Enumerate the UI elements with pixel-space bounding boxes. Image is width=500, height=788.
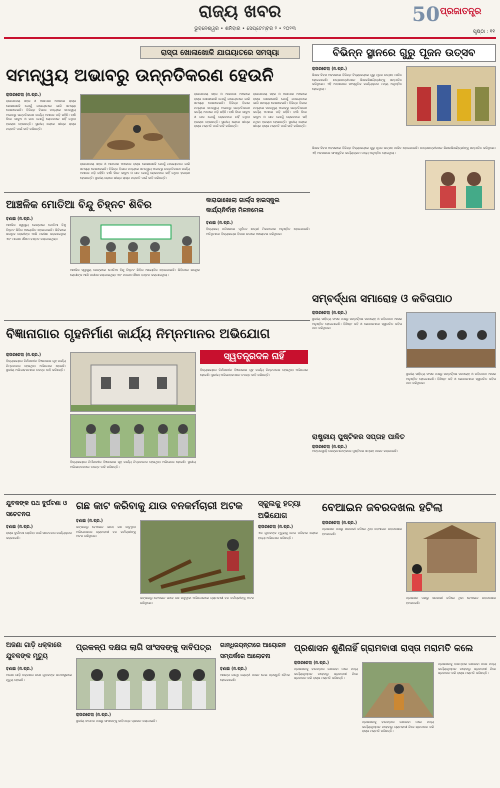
story5-headline: ସମ୍ବର୍ଦ୍ଧନା ସମାରୋହ ଓ କବିତାପାଠ bbox=[312, 293, 453, 305]
story12-body: ଅଜଣା ଗାଡ଼ି ଧକ୍କାରେ ଜଣେ ଯୁବକଙ୍କ ଘଟଣାସ୍ଥଳରେ ମୃତ୍ୟୁ ହୋଇଛି। bbox=[6, 673, 72, 682]
story6-byline: ରାଉରକେଲା (ନ.ପ୍ର.) bbox=[6, 352, 41, 357]
story2-photo2 bbox=[425, 160, 495, 210]
story1-body-col4: ରାଉରକେଲା ସହର ଓ ଆଖପାଖ ଅଞ୍ଚଳରେ ରାସ୍ତା ଖୋଳାଖୋଳି ଯୋଗୁଁ ଯାତାୟାତରେ ଭାରି ସମସ୍ୟା ଦେଖାଦେଇଛି। ବିଭିନ୍ନ ବିଭାଗ ମଧ୍ୟରେ ସମନ୍ୱୟ ଅଭାବରୁ ଉନ୍ନତିକରଣ କାର୍ଯ୍ୟ ଅଧାରେ ପଡ଼ି ରହିଛି। ବର୍ଷା ଦିନେ କାଦୁଅ ଓ ଗାତ ଯୋଗୁଁ ଲୋକମାନେ ନାହିଁ ନଥିବା ହଇରାଣ ହେଉଛନ୍ତି। ସ୍ଥାନୀୟ ଲୋକେ ଶୀଘ୍ର ରାସ୍ତା ମରାମତି ପାଇଁ ଦାବି କରିଛନ୍ତି। bbox=[253, 92, 307, 129]
story10-headline: ସ୍କୁଲକୁ ହତ୍ୟା ଅଭିଯୋଗ bbox=[258, 499, 301, 520]
story15-photo bbox=[362, 662, 434, 718]
story4-body: ବିଦ୍ୟାଳୟ ପରିସରରେ ପୂର୍ବତନ ଛାତ୍ରୀ ମିଳନମେଳା ଅନୁଷ୍ଠିତ ହୋଇଯାଇଛି। ଅତିଥିମାନେ ବିଦ୍ୟାଳୟର ବିକାଶ ଉପରେ ଆଲୋଚନା କରିଥିଲେ। bbox=[206, 227, 310, 236]
story6-body-b: ବିଦ୍ୟାଳୟରେ ନିର୍ମାଣାଧୀନ ବିଜ୍ଞାନାଗାର ଗୃହ କାର୍ଯ୍ୟ ନିମ୍ନମାନର ହେଉଥିବା ଅଭିଯୋଗ ହୋଇଛି। ସ୍ଥାନୀୟ ଅଭିଭାବକମାନେ ତଦନ୍ତ ଦାବି କରିଛନ୍ତି। bbox=[70, 460, 196, 469]
story5-photo bbox=[406, 312, 496, 368]
story8-body: ରାସ୍ତା ଦୁର୍ଘଟଣା ରୋକିବା ପାଇଁ ସଚେତନତା କାର୍ଯ୍ୟକ୍ରମ କରାଯାଇଛି। bbox=[6, 531, 72, 540]
story1-kicker: ରାସ୍ତା ଖୋଳାଖୋଳି ଯାତାୟାତରେ ସମସ୍ୟା bbox=[160, 48, 280, 57]
story6-photo1 bbox=[70, 352, 196, 412]
story2-head-box bbox=[312, 44, 496, 62]
story3-headline: ଆଞ୍ଚଳିକ ମୋତିଆ ବିନ୍ଦୁ ଚିହ୍ନଟ ଶିବିର bbox=[6, 199, 152, 211]
story11-body-b: ପ୍ରଶାସନ ପକ୍ଷରୁ ସରକାରୀ ଜମିରେ ଥିବା ବେଆଇନ ଜବରଦଖଲ ହଟାଯାଇଛି। bbox=[406, 596, 496, 605]
story15-body-b: ପ୍ରଶାସନକୁ ବାରମ୍ବାର ଜଣାଇବା ପରେ ମଧ୍ୟ କାର୍ଯ୍ୟାନୁଷ୍ଠାନ ନହେବାରୁ ଗ୍ରାମବାସୀ ନିଜେ ଶ୍ରମଦାନ କରି ରାସ୍ତା ମରାମତି କରିଛନ୍ତି। bbox=[362, 720, 434, 734]
story5-body-b: ସ୍ଥାନୀୟ ସାହିତ୍ୟ ସଂସଦ ପକ୍ଷରୁ ସମ୍ବର୍ଦ୍ଧନା ସମାରୋହ ଓ କବିତାପାଠ ଆସର ଅନୁଷ୍ଠିତ ହୋଇଯାଇଛି। ବିଶିଷ୍ଟ କବି ଓ ଲେଖକମାନେ ସ୍ୱରଚିତ କବିତା ପାଠ କରିଥିଲେ। bbox=[406, 372, 496, 386]
story15-body-c: ପ୍ରଶାସନକୁ ବାରମ୍ବାର ଜଣାଇବା ପରେ ମଧ୍ୟ କାର୍ଯ୍ୟାନୁଷ୍ଠାନ ନହେବାରୁ ଗ୍ରାମବାସୀ ନିଜେ ଶ୍ରମଦାନ କରି ରାସ୍ତା ମରାମତି କରିଛନ୍ତି। bbox=[438, 662, 496, 676]
logo-text: ପ୍ରଜାତନ୍ତ୍ର bbox=[440, 7, 482, 17]
story8-headline: ଯୁବକଙ୍କ ପଥ ଦୁର୍ଘଟଣା ଓ ସଚେତନତା bbox=[6, 500, 67, 518]
story1-body-col3: ରାଉରକେଲା ସହର ଓ ଆଖପାଖ ଅଞ୍ଚଳରେ ରାସ୍ତା ଖୋଳାଖୋଳି ଯୋଗୁଁ ଯାତାୟାତରେ ଭାରି ସମସ୍ୟା ଦେଖାଦେଇଛି। ବିଭିନ୍ନ ବିଭାଗ ମଧ୍ୟରେ ସମନ୍ୱୟ ଅଭାବରୁ ଉନ୍ନତିକରଣ କାର୍ଯ୍ୟ ଅଧାରେ ପଡ଼ି ରହିଛି। ବର୍ଷା ଦିନେ କାଦୁଅ ଓ ଗାତ ଯୋଗୁଁ ଲୋକମାନେ ନାହିଁ ନଥିବା ହଇରାଣ ହେଉଛନ୍ତି। ସ୍ଥାନୀୟ ଲୋକେ ଶୀଘ୍ର ରାସ୍ତା ମରାମତି ପାଇଁ ଦାବି କରିଛନ୍ତି। bbox=[194, 92, 250, 129]
story13-headline: ପ୍ରକଳ୍ପ ଦକ୍ଷତା ଲାଗି ସାଂସଦଙ୍କୁ ଦାବିପତ୍ର bbox=[76, 643, 212, 652]
story15-body: ପ୍ରଶାସନକୁ ବାରମ୍ବାର ଜଣାଇବା ପରେ ମଧ୍ୟ କାର୍ଯ୍ୟାନୁଷ୍ଠାନ ନହେବାରୁ ଗ୍ରାମବାସୀ ନିଜେ ଶ୍ରମଦାନ କରି ରାସ୍ତା ମରାମତି କରିଛନ୍ତି। bbox=[294, 667, 358, 681]
story10-body: ଏକ ଯୁବକଙ୍କ ମୃତ୍ୟୁକୁ ନେଇ ପରିବାର ଲୋକେ ହତ୍ୟା ଅଭିଯୋଗ କରିଛନ୍ତି। bbox=[258, 531, 318, 540]
story13-body: ସ୍ଥାନୀୟ ସଂଗଠନ ପକ୍ଷରୁ ସାଂସଦଙ୍କୁ ଦାବିପତ୍ର ପ୍ରଦାନ କରାଯାଇଛି। bbox=[76, 719, 157, 723]
story7-headline: ରାଷ୍ଟ୍ରୀୟ ପୁଷ୍ଟିକର ସପ୍ତାହ ପାଳିତ bbox=[312, 433, 405, 441]
kicker-bar bbox=[140, 46, 300, 59]
story2-body: ଶିକ୍ଷକ ଦିବସ ଅବସରରେ ବିଭିନ୍ନ ବିଦ୍ୟାଳୟରେ ଗୁରୁ ପୂଜନ ଉତ୍ସବ ପାଳିତ ହୋଇଯାଇଛି। ଛାତ୍ରଛାତ୍ରୀମାନେ ଶିକ୍ଷକଶିକ୍ଷୟିତ୍ରୀଙ୍କୁ ସମ୍ମାନିତ କରିଥିଲେ। ଏହି ଅବସରରେ ସାଂସ୍କୃତିକ କାର୍ଯ୍ୟକ୍ରମ ମଧ୍ୟ ଅନୁଷ୍ଠିତ ହୋଇଥିଲା। bbox=[312, 73, 402, 91]
story10-byline: ରାଉରକେଲା (ନ.ପ୍ର.) bbox=[258, 524, 293, 529]
story9-body: ଜଙ୍ଗଲରୁ ବେଆଇନ ଭାବେ ଗଛ କାଟୁଥିବା ଅଭିଯୋଗରେ ଗ୍ରାମବାସୀ ବନ କର୍ମଚାରୀଙ୍କୁ ଅଟକ ରଖିଥିଲେ। bbox=[76, 525, 136, 539]
story14-body: ଆସନ୍ତା ଗାନ୍ଧି ଜୟନ୍ତୀ ପାଳନ ନେଇ ପ୍ରସ୍ତୁତି ବୈଠକ ହୋଇଯାଇଛି। bbox=[220, 673, 290, 682]
story14-byline: ବଣାଇ (ନ.ପ୍ର.) bbox=[220, 666, 247, 671]
logo-number: 50 bbox=[412, 2, 440, 26]
story7-box bbox=[312, 432, 496, 492]
story1-photo bbox=[80, 94, 190, 160]
story2-body-b: ଶିକ୍ଷକ ଦିବସ ଅବସରରେ ବିଭିନ୍ନ ବିଦ୍ୟାଳୟରେ ଗୁରୁ ପୂଜନ ଉତ୍ସବ ପାଳିତ ହୋଇଯାଇଛି। ଛାତ୍ରଛାତ୍ରୀମାନେ ଶିକ୍ଷକଶିକ୍ଷୟିତ୍ରୀଙ୍କୁ ସମ୍ମାନିତ କରିଥିଲେ। ଏହି ଅବସରରେ ସାଂସ୍କୃତିକ କାର୍ଯ୍ୟକ୍ରମ ମଧ୍ୟ ଅନୁଷ୍ଠିତ ହୋଇଥିଲା। bbox=[312, 146, 496, 155]
story2-headline: ବିଭିନ୍ନ ସ୍ଥାନରେ ଗୁରୁ ପୂଜନ ଉତ୍ସବ bbox=[332, 47, 476, 59]
story9-body-b: ଜଙ୍ଗଲରୁ ବେଆଇନ ଭାବେ ଗଛ କାଟୁଥିବା ଅଭିଯୋଗରେ ଗ୍ରାମବାସୀ ବନ କର୍ମଚାରୀଙ୍କୁ ଅଟକ ରଖିଥିଲେ। bbox=[140, 596, 254, 605]
divider-1 bbox=[4, 192, 310, 193]
story1-byline: ରାଉରକେଲା (ନ.ପ୍ର.) bbox=[6, 92, 41, 97]
logo bbox=[412, 2, 498, 26]
story5-body: ସ୍ଥାନୀୟ ସାହିତ୍ୟ ସଂସଦ ପକ୍ଷରୁ ସମ୍ବର୍ଦ୍ଧନା ସମାରୋହ ଓ କବିତାପାଠ ଆସର ଅନୁଷ୍ଠିତ ହୋଇଯାଇଛି। ବିଶିଷ୍ଟ କବି ଓ ଲେଖକମାନେ ସ୍ୱରଚିତ କବିତା ପାଠ କରିଥିଲେ। bbox=[312, 317, 402, 331]
story11-headline: ବେଆଇନ ଜବରଦଖଲ ହଟିଲା bbox=[322, 501, 443, 514]
story5-byline: ରାଉରକେଲା (ନ.ପ୍ର.) bbox=[312, 310, 347, 315]
story4-headline: କାରାଭାଖୋଲା ଗାର୍ଲ୍‌ସ ହାଇସ୍କୁଲ କାର୍ଯ୍ୟନିର୍ବାହୀ ମିଳନମେଳା bbox=[206, 197, 280, 214]
road-photo bbox=[81, 95, 190, 160]
page-label: ପୃଷ୍ଠା : ୧୧ bbox=[473, 29, 495, 35]
story6-headline: ବିଜ୍ଞାନାଗାର ଗୃହନିର୍ମାଣ କାର୍ଯ୍ୟ ନିମ୍ନମାନର ଅଭିଯୋଗ bbox=[6, 327, 270, 342]
story7-byline: ରାଉରକେଲା (ନ.ପ୍ର.) bbox=[312, 444, 347, 449]
story6-photo2 bbox=[70, 414, 196, 458]
story9-headline: ଗଛ କାଟ କରିବାକୁ ଯାଉ ବନକର୍ମଚାରୀ ଅଟକ bbox=[76, 501, 243, 512]
story3-body-b: ଆଞ୍ଚଳିକ ସ୍ୱାସ୍ଥ୍ୟ କେନ୍ଦ୍ରରେ ମୋତିଆ ବିନ୍ଦୁ ଚିହ୍ନଟ ଶିବିର ଆୟୋଜିତ ହୋଇଯାଇଛି। ଶିବିରରେ ଶତାଧିକ ରୋଗୀଙ୍କ ଆଖି ପରୀକ୍ଷା କରାଯାଇଥିଲା ଏବଂ ମାଗଣା ଔଷଧ ବଣ୍ଟନ କରାଯାଇଥିଲା। bbox=[70, 268, 200, 277]
story15-headline: ପ୍ରଶାସନ ଶୁଣିନାହିଁ ଗ୍ରାମବାସୀ ରାସ୍ତା ମରାମତି କଲେ bbox=[294, 644, 474, 654]
section-title: ରାଜ୍ୟ ଖବର bbox=[198, 2, 282, 22]
masthead-rule bbox=[4, 37, 496, 39]
story3-body: ଆଞ୍ଚଳିକ ସ୍ୱାସ୍ଥ୍ୟ କେନ୍ଦ୍ରରେ ମୋତିଆ ବିନ୍ଦୁ ଚିହ୍ନଟ ଶିବିର ଆୟୋଜିତ ହୋଇଯାଇଛି। ଶିବିରରେ ଶତାଧିକ ରୋଗୀଙ୍କ ଆଖି ପରୀକ୍ଷା କରାଯାଇଥିଲା ଏବଂ ମାଗଣା ଔଷଧ ବଣ୍ଟନ କରାଯାଇଥିଲା। bbox=[6, 223, 66, 241]
story12-byline: ବଣାଇ (ନ.ପ୍ର.) bbox=[6, 666, 33, 671]
masthead bbox=[0, 0, 500, 40]
story1-body-col2: ରାଉରକେଲା ସହର ଓ ଆଖପାଖ ଅଞ୍ଚଳରେ ରାସ୍ତା ଖୋଳାଖୋଳି ଯୋଗୁଁ ଯାତାୟାତରେ ଭାରି ସମସ୍ୟା ଦେଖାଦେଇଛି। ବିଭିନ୍ନ ବିଭାଗ ମଧ୍ୟରେ ସମନ୍ୱୟ ଅଭାବରୁ ଉନ୍ନତିକରଣ କାର୍ଯ୍ୟ ଅଧାରେ ପଡ଼ି ରହିଛି। ବର୍ଷା ଦିନେ କାଦୁଅ ଓ ଗାତ ଯୋଗୁଁ ଲୋକମାନେ ନାହିଁ ନଥିବା ହଇରାଣ ହେଉଛନ୍ତି। ସ୍ଥାନୀୟ ଲୋକେ ଶୀଘ୍ର ରାସ୍ତା ମରାମତି ପାଇଁ ଦାବି କରିଛନ୍ତି। bbox=[80, 162, 190, 180]
story11-body: ପ୍ରଶାସନ ପକ୍ଷରୁ ସରକାରୀ ଜମିରେ ଥିବା ବେଆଇନ ଜବରଦଖଲ ହଟାଯାଇଛି। bbox=[322, 527, 402, 536]
story13-byline: ରାଉରକେଲା (ନ.ପ୍ର.) bbox=[76, 712, 111, 717]
story4-byline: ବଣାଇ (ନ.ପ୍ର.) bbox=[206, 220, 233, 225]
story2-photo1 bbox=[406, 66, 496, 126]
story13-photo bbox=[76, 658, 216, 710]
story9-byline: ବଣାଇ (ନ.ପ୍ର.) bbox=[76, 518, 103, 523]
story15-byline: ରାଉରକେଲା (ନ.ପ୍ର.) bbox=[294, 660, 329, 665]
story12-headline: ଅଜଣା ଗାଡ଼ି ଧକ୍କାରେ ଯୁବକଙ୍କ ମୃତ୍ୟୁ bbox=[6, 641, 62, 660]
story6-tag: ସ୍ୱତନ୍ତ୍ରଦଳ ନାହିଁ bbox=[200, 350, 308, 364]
story8-byline: ବଣାଇ (ନ.ପ୍ର.) bbox=[6, 524, 33, 529]
story11-photo bbox=[406, 522, 496, 592]
story1-body-col1: ରାଉରକେଲା ସହର ଓ ଆଖପାଖ ଅଞ୍ଚଳରେ ରାସ୍ତା ଖୋଳାଖୋଳି ଯୋଗୁଁ ଯାତାୟାତରେ ଭାରି ସମସ୍ୟା ଦେଖାଦେଇଛି। ବିଭିନ୍ନ ବିଭାଗ ମଧ୍ୟରେ ସମନ୍ୱୟ ଅଭାବରୁ ଉନ୍ନତିକରଣ କାର୍ଯ୍ୟ ଅଧାରେ ପଡ଼ି ରହିଛି। ବର୍ଷା ଦିନେ କାଦୁଅ ଓ ଗାତ ଯୋଗୁଁ ଲୋକମାନେ ନାହିଁ ନଥିବା ହଇରାଣ ହେଉଛନ୍ତି। ସ୍ଥାନୀୟ ଲୋକେ ଶୀଘ୍ର ରାସ୍ତା ମରାମତି ପାଇଁ ଦାବି କରିଛନ୍ତି। bbox=[6, 99, 76, 131]
story1-headline: ସମନ୍ୱୟ ଅଭାବରୁ ଉନ୍ନତିକରଣ ହେଉନି bbox=[6, 66, 274, 86]
story6-body-c: ବିଦ୍ୟାଳୟରେ ନିର୍ମାଣାଧୀନ ବିଜ୍ଞାନାଗାର ଗୃହ କାର୍ଯ୍ୟ ନିମ୍ନମାନର ହେଉଥିବା ଅଭିଯୋଗ ହୋଇଛି। ସ୍ଥାନୀୟ ଅଭିଭାବକମାନେ ତଦନ୍ତ ଦାବି କରିଛନ୍ତି। bbox=[200, 368, 308, 377]
story9-photo bbox=[140, 520, 254, 594]
story3-photo bbox=[70, 216, 200, 264]
story6-body: ବିଦ୍ୟାଳୟରେ ନିର୍ମାଣାଧୀନ ବିଜ୍ଞାନାଗାର ଗୃହ କାର୍ଯ୍ୟ ନିମ୍ନମାନର ହେଉଥିବା ଅଭିଯୋଗ ହୋଇଛି। ସ୍ଥାନୀୟ ଅଭିଭାବକମାନେ ତଦନ୍ତ ଦାବି କରିଛନ୍ତି। bbox=[6, 359, 66, 373]
story14-headline: ଗାନ୍ଧିଜୟନ୍ତୀରେ ଆୟୋଜନ ସମ୍ପର୍କରେ ଆଲୋଚନା bbox=[220, 642, 287, 660]
dateline: ଭୁବନେଶ୍ୱର • ଶନିବାର • ସେପ୍ଟେମ୍ବର ୨ • ୨୦୨୩ bbox=[194, 26, 296, 32]
divider-2 bbox=[4, 320, 310, 321]
story3-byline: ବଣାଇ (ନ.ପ୍ର.) bbox=[6, 216, 33, 221]
divider-3 bbox=[4, 494, 496, 495]
divider-4 bbox=[4, 636, 496, 637]
story7-body: ଅଙ୍ଗନୱାଡ଼ି କେନ୍ଦ୍ରମାନଙ୍କରେ ପୁଷ୍ଟିକର ସପ୍ତାହ ପାଳନ କରାଯାଇଛି। bbox=[312, 449, 398, 453]
story2-byline: ରାଉରକେଲା (ନ.ପ୍ର.) bbox=[312, 66, 347, 71]
story11-byline: ରାଉରକେଲା (ନ.ପ୍ର.) bbox=[322, 520, 357, 525]
